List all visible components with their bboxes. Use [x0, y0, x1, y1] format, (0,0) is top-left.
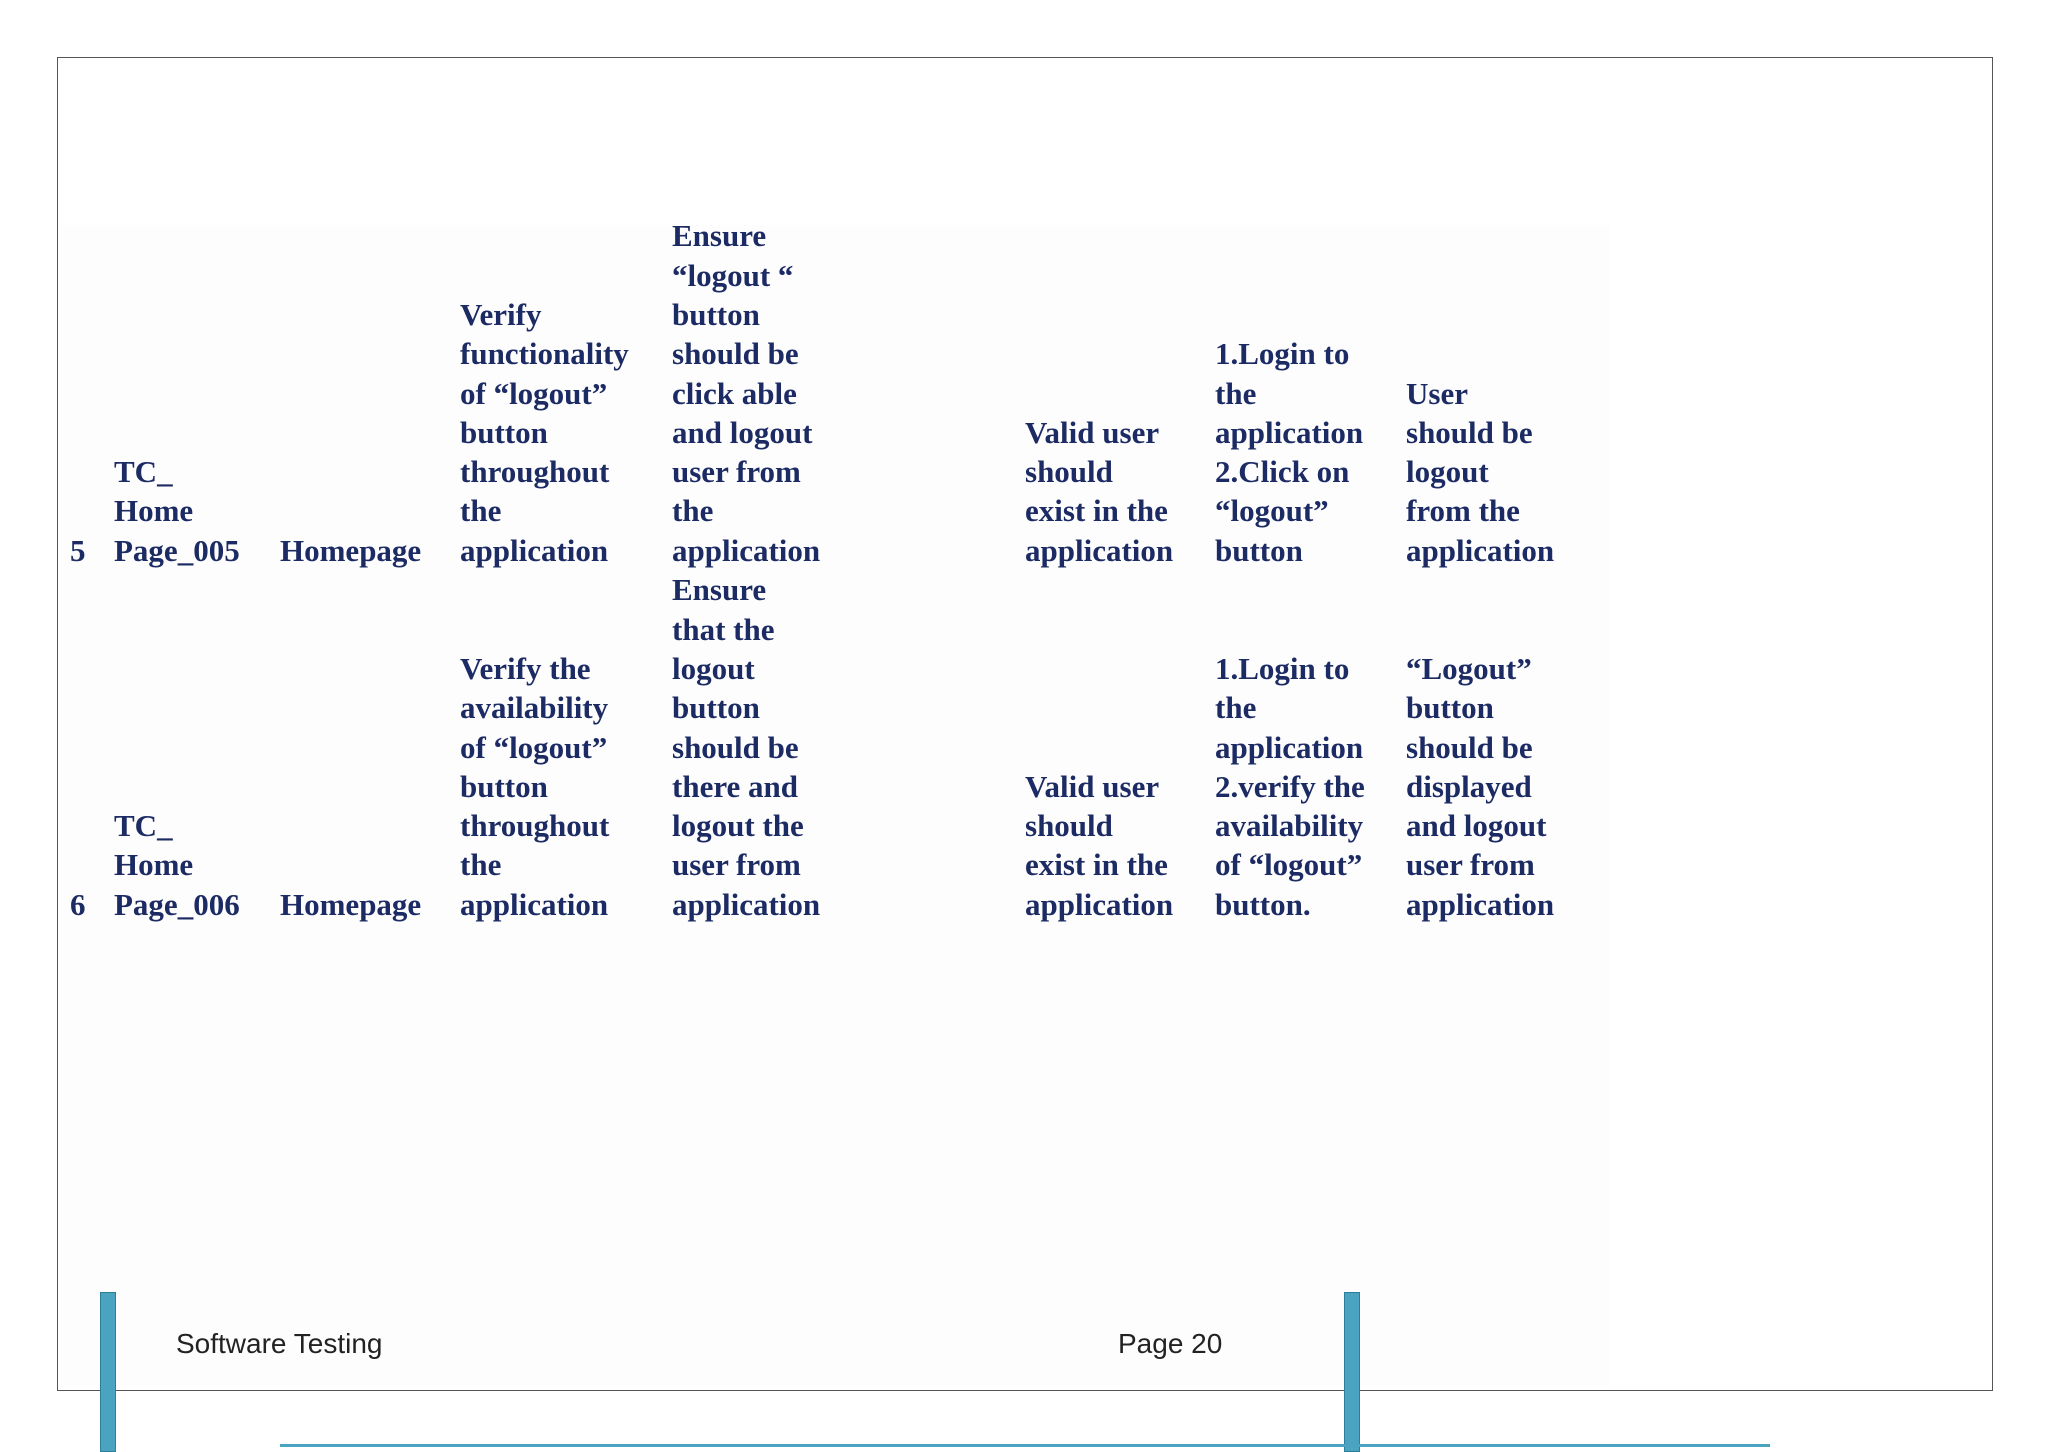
- test-case-module: Homepage: [280, 532, 422, 568]
- test-case-expected-result: “Logout” button should be displayed and logout user from application: [1406, 650, 1555, 922]
- table-row: [60, 570, 1610, 924]
- test-case-scenario: Verify functionality of “logout” button throughout the application: [460, 296, 629, 568]
- test-case-precondition: Valid user should exist in the application: [1025, 768, 1174, 922]
- table-row: [60, 218, 1610, 570]
- test-case-table: [60, 218, 1610, 1385]
- footer-right-bar: [1344, 1292, 1360, 1452]
- page-number: Page 20: [1118, 1328, 1223, 1359]
- test-case-id: TC_ Home Page_005: [114, 454, 240, 568]
- test-case-description: Ensure that the logout button should be there and logout the user from application: [672, 572, 821, 922]
- test-case-number: 5: [70, 532, 86, 568]
- footer-title: Software Testing: [176, 1328, 383, 1359]
- test-case-id: TC_ Home Page_006: [114, 808, 240, 922]
- test-case-module: Homepage: [280, 886, 422, 922]
- test-case-steps: 1.Login to the application 2.verify the availability of “logout” button.: [1215, 650, 1365, 922]
- test-case-description: Ensure “logout “ button should be click able and logout user from the application: [672, 218, 821, 568]
- test-case-precondition: Valid user should exist in the application: [1025, 414, 1174, 568]
- footer-left-bar: [100, 1292, 116, 1452]
- test-case-number: 6: [70, 886, 86, 922]
- test-case-steps: 1.Login to the application 2.Click on “logout” button: [1215, 336, 1364, 568]
- test-case-expected-result: User should be logout from the application: [1406, 375, 1555, 568]
- test-case-scenario: Verify the availability of “logout” button throughout the application: [460, 650, 610, 922]
